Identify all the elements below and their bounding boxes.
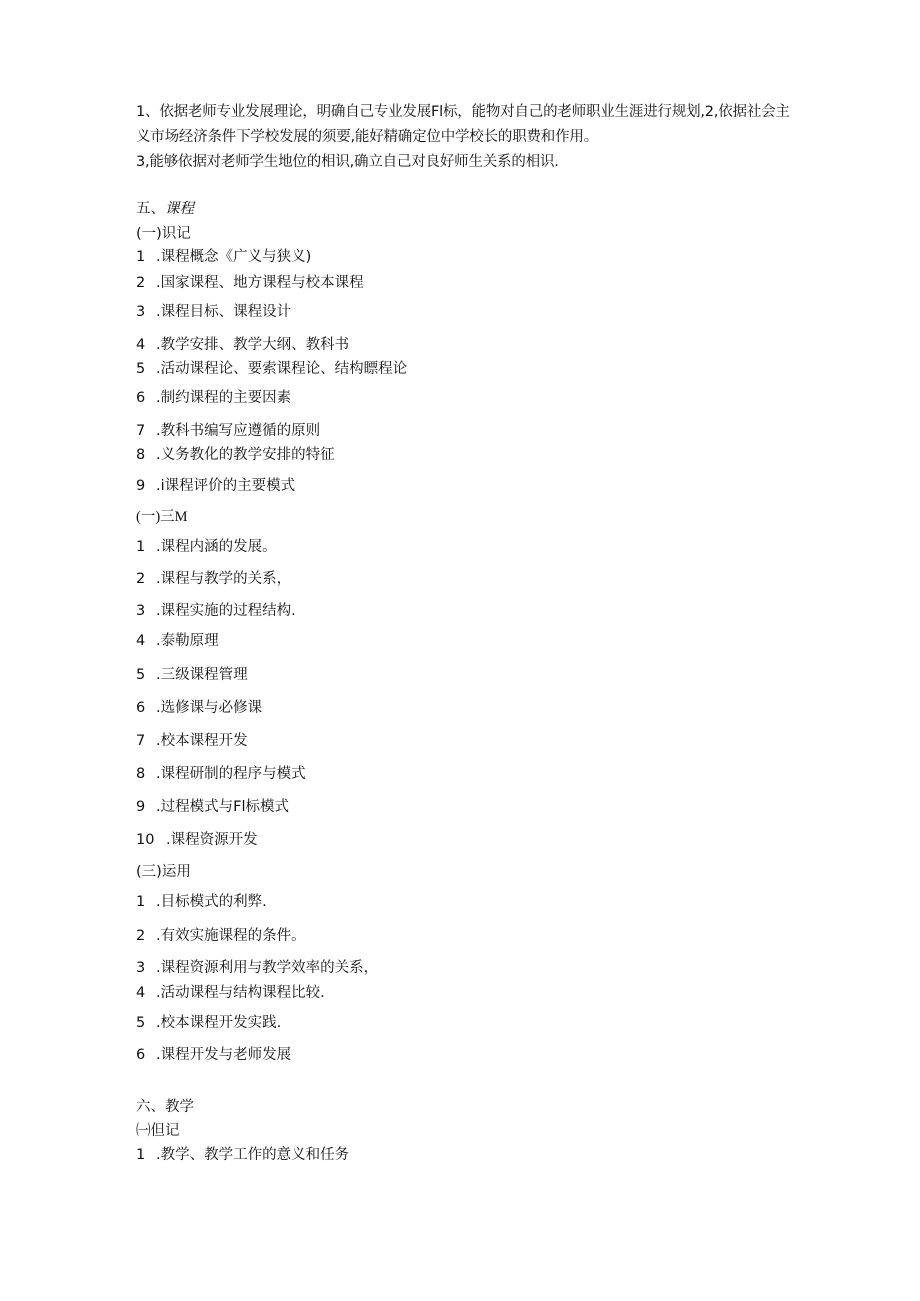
- list-item: [136, 302, 291, 322]
- section-5-sub2-heading: (一)三M: [136, 509, 188, 525]
- list-item-num: 5: [136, 361, 146, 377]
- section-6-title: 六、教学: [136, 1099, 194, 1115]
- list-item-text: .活动课程与结构课程比较.: [156, 985, 325, 1001]
- list-item: [136, 537, 277, 557]
- list-item-text: .三级课程管理: [156, 667, 248, 683]
- list-item-text: .课程与教学的关系，: [156, 571, 292, 587]
- list-item: [136, 359, 407, 379]
- list-item: [136, 273, 364, 293]
- section-5-title: [136, 199, 194, 219]
- list-item-text: .课程研制的程序与模式: [156, 766, 306, 782]
- intro-paragraph-1: 1、依据老师专业发展理论，明确自己专业发展Fl标，能物对自己的老师职业生涯进行规划,2,依据社会主义市场经济条件下学校发展的须要,能好精确定位中学校长的职费和作用。: [136, 104, 790, 145]
- list-item-num: 4: [136, 633, 146, 649]
- list-item: [136, 892, 267, 912]
- list-item: [136, 1145, 349, 1165]
- list-item: [136, 445, 335, 465]
- list-item: [136, 926, 306, 946]
- list-item-num: 1: [136, 1147, 146, 1163]
- list-item-text: .课程资源利用与教学效率的关系，: [156, 960, 379, 976]
- section-5-title-text: 课程: [165, 201, 194, 217]
- list-item-num: 1: [136, 539, 146, 555]
- list-item-num: 5: [136, 667, 146, 683]
- list-item: [136, 247, 311, 267]
- list-item-text: .活动课程论、要索课程论、结构瞟程论: [156, 361, 408, 377]
- list-item: [136, 601, 296, 621]
- list-item: [136, 335, 349, 355]
- list-item: [136, 665, 248, 685]
- list-item-text: .义务教化的教学安排的特征: [156, 447, 335, 463]
- list-item-text: .教学安排、教学大纲、教科书: [156, 337, 350, 353]
- list-item-text: .制约课程的主要因素: [156, 390, 292, 406]
- list-item-text: .课程概念《广义与狭义): [156, 249, 312, 265]
- list-item-num: 9: [136, 799, 146, 815]
- list-item: [136, 958, 378, 978]
- list-item-text: .i课程评价的主要模式: [156, 478, 296, 494]
- list-item-num: 2: [136, 571, 146, 587]
- section-5-title-num: 五、: [136, 201, 165, 217]
- list-item-text: .国家课程、地方课程与校本课程: [156, 275, 364, 291]
- section-5-sub1-heading: (一)识记: [136, 226, 191, 242]
- list-item-text: .泰勒原理: [156, 633, 219, 649]
- list-item-text: .课程实施的过程结构.: [156, 603, 296, 619]
- section-6-sub1-heading: ㈠但记: [136, 1123, 180, 1139]
- list-item-num: 2: [136, 275, 146, 291]
- intro-paragraphs: [136, 100, 796, 175]
- list-item: [136, 421, 320, 441]
- list-item: [136, 569, 291, 589]
- list-item-text: .教学、教学工作的意义和任务: [156, 1147, 350, 1163]
- list-item: [136, 631, 219, 651]
- list-item: [136, 830, 258, 850]
- section-5-sub3-heading: (三)运用: [136, 864, 191, 880]
- list-item-num: 7: [136, 423, 146, 439]
- list-item-text: .课程开发与老师发展: [156, 1047, 292, 1063]
- list-item-num: 6: [136, 390, 146, 406]
- intro-paragraph-2: 3,能够依据对老师学生地位的相识,确立自己对良好师生关系的相识.: [136, 154, 559, 170]
- list-item-num: 7: [136, 733, 146, 749]
- list-item-text: .课程内涵的发展。: [156, 539, 277, 555]
- list-item: [136, 731, 248, 751]
- list-item-num: 4: [136, 337, 146, 353]
- list-item-text: .有效实施课程的条件。: [156, 928, 306, 944]
- list-item-num: 4: [136, 985, 146, 1001]
- list-item: [136, 698, 262, 718]
- list-item-text: .选修课与必修课: [156, 700, 263, 716]
- list-item-text: .过程模式与Fl标模式: [156, 799, 289, 815]
- list-item-num: 1: [136, 249, 146, 265]
- list-item: [136, 1045, 291, 1065]
- list-item-num: 6: [136, 1047, 146, 1063]
- list-item: [136, 476, 295, 496]
- list-item-num: 3: [136, 304, 146, 320]
- list-item-num: 6: [136, 700, 146, 716]
- list-item-text: .教科书编写应遵循的原则: [156, 423, 321, 439]
- list-item-num: 2: [136, 928, 146, 944]
- list-item-text: .校本课程开发: [156, 733, 248, 749]
- list-item: [136, 1013, 281, 1033]
- list-item-num: 3: [136, 960, 146, 976]
- list-item: [136, 983, 325, 1003]
- list-item: [136, 388, 291, 408]
- list-item-num: 8: [136, 766, 146, 782]
- list-item-num: 1: [136, 894, 146, 910]
- list-item-text: .课程资源开发: [166, 832, 258, 848]
- list-item: [136, 797, 289, 817]
- list-item-num: 10: [136, 832, 155, 848]
- list-item-text: .校本课程开发实践.: [156, 1015, 282, 1031]
- list-item-num: 8: [136, 447, 146, 463]
- list-item-num: 5: [136, 1015, 146, 1031]
- list-item-num: 3: [136, 603, 146, 619]
- list-item-text: .目标模式的利弊.: [156, 894, 267, 910]
- list-item-text: .课程目标、课程设计: [156, 304, 292, 320]
- list-item-num: 9: [136, 478, 146, 494]
- list-item: [136, 764, 306, 784]
